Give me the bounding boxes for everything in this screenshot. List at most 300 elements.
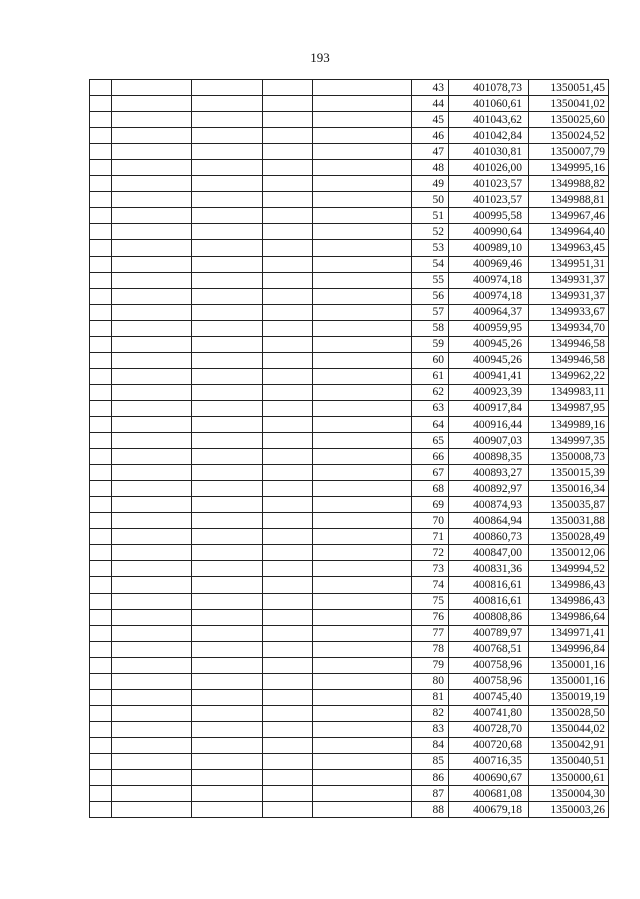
table-row (90, 400, 609, 416)
x-coordinate-cell: 400860,73 (449, 529, 529, 545)
empty-cell (192, 240, 263, 256)
point-number-cell: 45 (412, 112, 449, 128)
table-row (90, 802, 609, 818)
point-number-cell: 86 (412, 770, 449, 786)
point-number-cell: 72 (412, 545, 449, 561)
point-number-cell: 77 (412, 625, 449, 641)
empty-cell (192, 561, 263, 577)
point-number-cell: 57 (412, 304, 449, 320)
empty-cell (192, 657, 263, 673)
empty-cell (313, 657, 412, 673)
table-row (90, 529, 609, 545)
empty-cell (313, 770, 412, 786)
point-number-cell: 67 (412, 465, 449, 481)
empty-cell (313, 786, 412, 802)
x-coordinate-cell: 400974,18 (449, 288, 529, 304)
empty-cell (313, 545, 412, 561)
table-row (90, 481, 609, 497)
empty-cell (192, 481, 263, 497)
x-coordinate-cell: 400923,39 (449, 384, 529, 400)
x-coordinate-cell: 400907,03 (449, 433, 529, 449)
table-row (90, 641, 609, 657)
empty-cell (263, 288, 313, 304)
empty-cell (263, 577, 313, 593)
y-coordinate-cell: 1350001,16 (529, 657, 609, 673)
x-coordinate-cell: 400847,00 (449, 545, 529, 561)
empty-cell (313, 112, 412, 128)
empty-cell (112, 304, 192, 320)
empty-cell (263, 416, 313, 432)
table-row (90, 416, 609, 432)
empty-cell (90, 400, 112, 416)
empty-cell (263, 449, 313, 465)
point-number-cell: 48 (412, 160, 449, 176)
point-number-cell: 83 (412, 721, 449, 737)
empty-cell (192, 288, 263, 304)
empty-cell (263, 433, 313, 449)
empty-cell (192, 304, 263, 320)
empty-cell (90, 224, 112, 240)
empty-cell (263, 144, 313, 160)
empty-cell (112, 802, 192, 818)
point-number-cell: 53 (412, 240, 449, 256)
empty-cell (192, 449, 263, 465)
empty-cell (192, 786, 263, 802)
empty-cell (192, 256, 263, 272)
y-coordinate-cell: 1349933,67 (529, 304, 609, 320)
point-number-cell: 76 (412, 609, 449, 625)
x-coordinate-cell: 400808,86 (449, 609, 529, 625)
empty-cell (90, 256, 112, 272)
y-coordinate-cell: 1349989,16 (529, 416, 609, 432)
empty-cell (90, 416, 112, 432)
y-coordinate-cell: 1350007,79 (529, 144, 609, 160)
table-row (90, 465, 609, 481)
empty-cell (263, 497, 313, 513)
table-row (90, 224, 609, 240)
empty-cell (313, 673, 412, 689)
empty-cell (263, 128, 313, 144)
x-coordinate-cell: 401023,57 (449, 192, 529, 208)
empty-cell (313, 561, 412, 577)
empty-cell (192, 144, 263, 160)
empty-cell (192, 352, 263, 368)
point-number-cell: 82 (412, 705, 449, 721)
empty-cell (313, 352, 412, 368)
empty-cell (313, 529, 412, 545)
empty-cell (192, 689, 263, 705)
empty-cell (263, 641, 313, 657)
x-coordinate-cell: 401042,84 (449, 128, 529, 144)
y-coordinate-cell: 1349987,95 (529, 400, 609, 416)
y-coordinate-cell: 1350024,52 (529, 128, 609, 144)
empty-cell (313, 433, 412, 449)
empty-cell (192, 400, 263, 416)
coordinates-table (89, 79, 609, 818)
table-row (90, 112, 609, 128)
empty-cell (313, 481, 412, 497)
empty-cell (90, 80, 112, 96)
empty-cell (112, 160, 192, 176)
x-coordinate-cell: 400892,97 (449, 481, 529, 497)
table-row (90, 737, 609, 753)
x-coordinate-cell: 400969,46 (449, 256, 529, 272)
empty-cell (192, 465, 263, 481)
table-row (90, 288, 609, 304)
empty-cell (263, 753, 313, 769)
empty-cell (263, 545, 313, 561)
y-coordinate-cell: 1349994,52 (529, 561, 609, 577)
y-coordinate-cell: 1349971,41 (529, 625, 609, 641)
empty-cell (192, 753, 263, 769)
y-coordinate-cell: 1350008,73 (529, 449, 609, 465)
empty-cell (90, 144, 112, 160)
x-coordinate-cell: 400690,67 (449, 770, 529, 786)
empty-cell (263, 352, 313, 368)
y-coordinate-cell: 1350012,06 (529, 545, 609, 561)
empty-cell (263, 160, 313, 176)
empty-cell (90, 208, 112, 224)
table-row (90, 577, 609, 593)
x-coordinate-cell: 400816,61 (449, 577, 529, 593)
empty-cell (112, 400, 192, 416)
empty-cell (192, 802, 263, 818)
empty-cell (90, 625, 112, 641)
empty-cell (263, 737, 313, 753)
table-row (90, 368, 609, 384)
x-coordinate-cell: 400745,40 (449, 689, 529, 705)
empty-cell (192, 625, 263, 641)
empty-cell (313, 144, 412, 160)
point-number-cell: 71 (412, 529, 449, 545)
empty-cell (192, 208, 263, 224)
empty-cell (313, 208, 412, 224)
x-coordinate-cell: 400917,84 (449, 400, 529, 416)
empty-cell (192, 497, 263, 513)
empty-cell (90, 481, 112, 497)
empty-cell (112, 224, 192, 240)
y-coordinate-cell: 1350001,16 (529, 673, 609, 689)
empty-cell (313, 577, 412, 593)
empty-cell (112, 433, 192, 449)
empty-cell (112, 288, 192, 304)
table-row (90, 673, 609, 689)
point-number-cell: 65 (412, 433, 449, 449)
empty-cell (112, 641, 192, 657)
empty-cell (192, 737, 263, 753)
table-row (90, 657, 609, 673)
empty-cell (263, 176, 313, 192)
table-row (90, 721, 609, 737)
empty-cell (263, 609, 313, 625)
empty-cell (192, 609, 263, 625)
empty-cell (263, 465, 313, 481)
x-coordinate-cell: 400916,44 (449, 416, 529, 432)
empty-cell (112, 481, 192, 497)
empty-cell (90, 577, 112, 593)
point-number-cell: 68 (412, 481, 449, 497)
y-coordinate-cell: 1349962,22 (529, 368, 609, 384)
empty-cell (263, 673, 313, 689)
y-coordinate-cell: 1349963,45 (529, 240, 609, 256)
empty-cell (112, 465, 192, 481)
y-coordinate-cell: 1349988,82 (529, 176, 609, 192)
y-coordinate-cell: 1350040,51 (529, 753, 609, 769)
empty-cell (90, 272, 112, 288)
point-number-cell: 54 (412, 256, 449, 272)
table-row (90, 208, 609, 224)
empty-cell (90, 609, 112, 625)
empty-cell (90, 128, 112, 144)
y-coordinate-cell: 1349946,58 (529, 336, 609, 352)
table-row (90, 609, 609, 625)
x-coordinate-cell: 401078,73 (449, 80, 529, 96)
point-number-cell: 47 (412, 144, 449, 160)
empty-cell (263, 368, 313, 384)
point-number-cell: 58 (412, 320, 449, 336)
x-coordinate-cell: 400758,96 (449, 673, 529, 689)
empty-cell (112, 753, 192, 769)
x-coordinate-cell: 400874,93 (449, 497, 529, 513)
empty-cell (263, 80, 313, 96)
table-row (90, 384, 609, 400)
y-coordinate-cell: 1350044,02 (529, 721, 609, 737)
table-row (90, 497, 609, 513)
point-number-cell: 75 (412, 593, 449, 609)
x-coordinate-cell: 400681,08 (449, 786, 529, 802)
empty-cell (263, 770, 313, 786)
x-coordinate-cell: 400941,41 (449, 368, 529, 384)
x-coordinate-cell: 401023,57 (449, 176, 529, 192)
empty-cell (263, 400, 313, 416)
empty-cell (313, 497, 412, 513)
empty-cell (90, 497, 112, 513)
table-row (90, 176, 609, 192)
empty-cell (90, 770, 112, 786)
empty-cell (192, 128, 263, 144)
table-row (90, 705, 609, 721)
empty-cell (112, 625, 192, 641)
empty-cell (192, 529, 263, 545)
y-coordinate-cell: 1349931,37 (529, 272, 609, 288)
y-coordinate-cell: 1350019,19 (529, 689, 609, 705)
y-coordinate-cell: 1350004,30 (529, 786, 609, 802)
x-coordinate-cell: 400974,18 (449, 272, 529, 288)
empty-cell (192, 320, 263, 336)
y-coordinate-cell: 1349996,84 (529, 641, 609, 657)
empty-cell (90, 561, 112, 577)
table-body (90, 80, 609, 818)
y-coordinate-cell: 1350041,02 (529, 96, 609, 112)
empty-cell (112, 721, 192, 737)
empty-cell (313, 128, 412, 144)
y-coordinate-cell: 1349967,46 (529, 208, 609, 224)
table-row (90, 352, 609, 368)
y-coordinate-cell: 1350031,88 (529, 513, 609, 529)
empty-cell (263, 336, 313, 352)
table-row (90, 545, 609, 561)
table-row (90, 513, 609, 529)
empty-cell (90, 160, 112, 176)
empty-cell (90, 336, 112, 352)
y-coordinate-cell: 1349997,35 (529, 433, 609, 449)
empty-cell (263, 240, 313, 256)
point-number-cell: 49 (412, 176, 449, 192)
y-coordinate-cell: 1349964,40 (529, 224, 609, 240)
point-number-cell: 74 (412, 577, 449, 593)
empty-cell (313, 609, 412, 625)
empty-cell (263, 384, 313, 400)
empty-cell (112, 529, 192, 545)
empty-cell (112, 513, 192, 529)
empty-cell (192, 96, 263, 112)
table-row (90, 304, 609, 320)
empty-cell (112, 577, 192, 593)
empty-cell (90, 288, 112, 304)
x-coordinate-cell: 401026,00 (449, 160, 529, 176)
empty-cell (313, 641, 412, 657)
empty-cell (313, 320, 412, 336)
empty-cell (263, 112, 313, 128)
empty-cell (263, 272, 313, 288)
table-row (90, 449, 609, 465)
empty-cell (112, 336, 192, 352)
empty-cell (192, 112, 263, 128)
empty-cell (313, 625, 412, 641)
empty-cell (313, 513, 412, 529)
empty-cell (313, 465, 412, 481)
empty-cell (90, 802, 112, 818)
x-coordinate-cell: 400898,35 (449, 449, 529, 465)
y-coordinate-cell: 1349931,37 (529, 288, 609, 304)
empty-cell (313, 384, 412, 400)
table-row (90, 593, 609, 609)
point-number-cell: 78 (412, 641, 449, 657)
empty-cell (263, 529, 313, 545)
table-row (90, 80, 609, 96)
x-coordinate-cell: 400758,96 (449, 657, 529, 673)
point-number-cell: 56 (412, 288, 449, 304)
empty-cell (192, 224, 263, 240)
empty-cell (263, 96, 313, 112)
empty-cell (192, 545, 263, 561)
empty-cell (112, 80, 192, 96)
x-coordinate-cell: 401043,62 (449, 112, 529, 128)
empty-cell (192, 673, 263, 689)
point-number-cell: 81 (412, 689, 449, 705)
empty-cell (313, 400, 412, 416)
empty-cell (192, 513, 263, 529)
table-row (90, 160, 609, 176)
empty-cell (192, 416, 263, 432)
empty-cell (112, 786, 192, 802)
empty-cell (263, 481, 313, 497)
x-coordinate-cell: 400816,61 (449, 593, 529, 609)
table-row (90, 240, 609, 256)
page-number: 193 (310, 50, 330, 65)
table-row (90, 689, 609, 705)
empty-cell (112, 368, 192, 384)
empty-cell (263, 256, 313, 272)
empty-cell (192, 160, 263, 176)
empty-cell (112, 737, 192, 753)
table-row (90, 256, 609, 272)
empty-cell (192, 192, 263, 208)
x-coordinate-cell: 400720,68 (449, 737, 529, 753)
y-coordinate-cell: 1350016,34 (529, 481, 609, 497)
empty-cell (192, 705, 263, 721)
empty-cell (192, 641, 263, 657)
empty-cell (263, 802, 313, 818)
point-number-cell: 63 (412, 400, 449, 416)
x-coordinate-cell: 400995,58 (449, 208, 529, 224)
table-row (90, 336, 609, 352)
table-row (90, 433, 609, 449)
empty-cell (192, 368, 263, 384)
empty-cell (112, 593, 192, 609)
empty-cell (263, 593, 313, 609)
empty-cell (90, 737, 112, 753)
empty-cell (263, 320, 313, 336)
point-number-cell: 52 (412, 224, 449, 240)
point-number-cell: 43 (412, 80, 449, 96)
empty-cell (263, 625, 313, 641)
empty-cell (313, 160, 412, 176)
empty-cell (263, 208, 313, 224)
x-coordinate-cell: 401030,81 (449, 144, 529, 160)
point-number-cell: 66 (412, 449, 449, 465)
empty-cell (263, 721, 313, 737)
x-coordinate-cell: 400990,64 (449, 224, 529, 240)
y-coordinate-cell: 1350015,39 (529, 465, 609, 481)
empty-cell (90, 320, 112, 336)
empty-cell (112, 609, 192, 625)
y-coordinate-cell: 1349995,16 (529, 160, 609, 176)
empty-cell (313, 593, 412, 609)
empty-cell (112, 416, 192, 432)
point-number-cell: 64 (412, 416, 449, 432)
table-row (90, 144, 609, 160)
empty-cell (313, 721, 412, 737)
point-number-cell: 79 (412, 657, 449, 673)
empty-cell (90, 545, 112, 561)
empty-cell (263, 192, 313, 208)
x-coordinate-cell: 400789,97 (449, 625, 529, 641)
empty-cell (90, 786, 112, 802)
point-number-cell: 44 (412, 96, 449, 112)
empty-cell (90, 641, 112, 657)
empty-cell (263, 786, 313, 802)
point-number-cell: 59 (412, 336, 449, 352)
empty-cell (313, 689, 412, 705)
empty-cell (192, 80, 263, 96)
empty-cell (313, 176, 412, 192)
y-coordinate-cell: 1350000,61 (529, 770, 609, 786)
empty-cell (263, 689, 313, 705)
empty-cell (112, 240, 192, 256)
table-row (90, 96, 609, 112)
empty-cell (112, 96, 192, 112)
empty-cell (313, 192, 412, 208)
empty-cell (313, 416, 412, 432)
empty-cell (90, 368, 112, 384)
empty-cell (192, 721, 263, 737)
empty-cell (112, 176, 192, 192)
point-number-cell: 61 (412, 368, 449, 384)
empty-cell (112, 128, 192, 144)
empty-cell (192, 272, 263, 288)
x-coordinate-cell: 400831,36 (449, 561, 529, 577)
